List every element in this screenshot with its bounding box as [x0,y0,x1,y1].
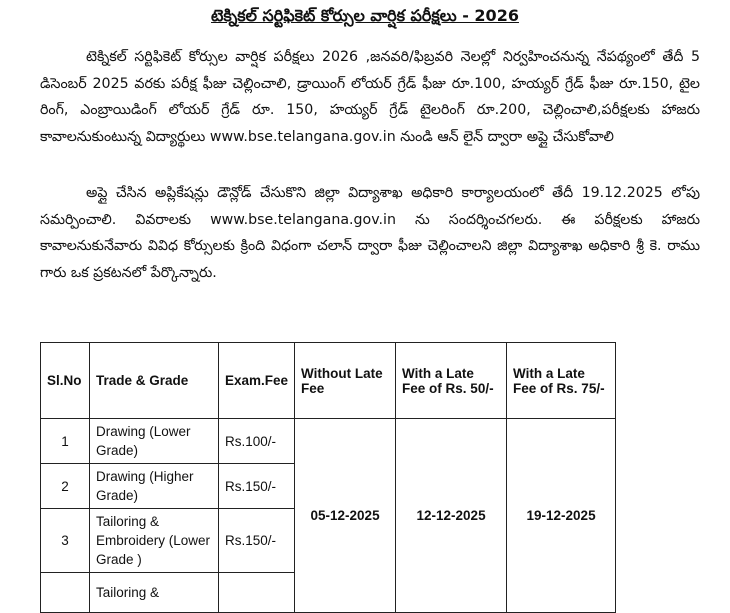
paragraph-submission [40,180,700,286]
date-late-fee-75: 19-12-2025 [507,419,616,613]
header-late-fee-50: With a Late Fee of Rs. 50/- [396,343,507,419]
header-trade-grade: Trade & Grade [90,343,219,419]
fee-schedule-table [40,342,616,613]
header-sl-no: Sl.No [41,343,90,419]
table-header-row [41,343,616,419]
row-sl-no: 1 [41,419,90,464]
row-trade: Tailoring & [90,573,219,613]
row-trade: Drawing (Higher Grade) [90,464,219,509]
row-trade: Drawing (Lower Grade) [90,419,219,464]
header-exam-fee: Exam.Fee [219,343,295,419]
row-sl-no: 2 [41,464,90,509]
row-exam-fee [219,573,295,613]
paragraph-1-text: టెక్నికల్ సర్టిఫికెట్ కోర్సుల వార్షిక పరీక్షలు 2026 ,జనవరి/ఫిబ్రవరి నెలల్లో నిర్వహించనున్న నేపథ్యంలో తేదీ 5 డిసెంబర్ 2025 వరకు పరీక్ష ఫీజు చెల్లించాలి, డ్రాయింగ్ లోయర్ గ్రేడ్ ఫీజు రూ.100, హయ్యర్ గ్రేడ్ ఫీజు రూ.150, టైల రింగ్, ఎంబ్రాయిడింగ్ లోయర్ గ్రేడ్ రూ. 150, హయ్యర్ గ్రేడ్ టైలరింగ్ రూ.200, చెల్లించాలి,పరీక్షలకు హాజరు కావాలనుకుంటున్న విద్యార్థులు www.bse.telangana.gov.in నుండి ఆన్ లైన్ ద్వారా అప్లై చేసుకోవాలి [40,49,700,145]
header-late-fee-75: With a Late Fee of Rs. 75/- [507,343,616,419]
row-exam-fee: Rs.100/- [219,419,295,464]
table-row [41,419,616,464]
date-without-late-fee: 05-12-2025 [295,419,396,613]
row-exam-fee: Rs.150/- [219,509,295,573]
notice-title: టెక్నికల్ సర్టిఫికెట్ కోర్సుల వార్షిక పరీక్షలు - 2026 [211,6,519,25]
row-trade: Tailoring & Embroidery (Lower Grade ) [90,509,219,573]
header-without-late-fee: Without Late Fee [295,343,396,419]
row-sl-no [41,573,90,613]
paragraph-2-text: అప్లై చేసిన అప్లికేషన్లు డౌన్లోడ్ చేసుకొని జిల్లా విద్యాశాఖ అధికారి కార్యాలయంలో తేదీ 19.12.2025 లోపు సమర్పించాలి. వివరాలకు www.bse.telangana.gov.in ను సందర్శించగలరు. ఈ పరీక్షలకు హాజరు కావాలనుకునేవారు వివిధ కోర్సులకు క్రింది విధంగా చలాన్ ద్వారా ఫీజు చెల్లించాలని జిల్లా విద్యాశాఖ అధికారి శ్రీ కె. రాము గారు ఒక ప్రకటనలో పేర్కొన్నారు. [40,185,700,281]
date-late-fee-50: 12-12-2025 [396,419,507,613]
row-exam-fee: Rs.150/- [219,464,295,509]
paragraph-exam-fees [40,44,700,150]
row-sl-no: 3 [41,509,90,573]
